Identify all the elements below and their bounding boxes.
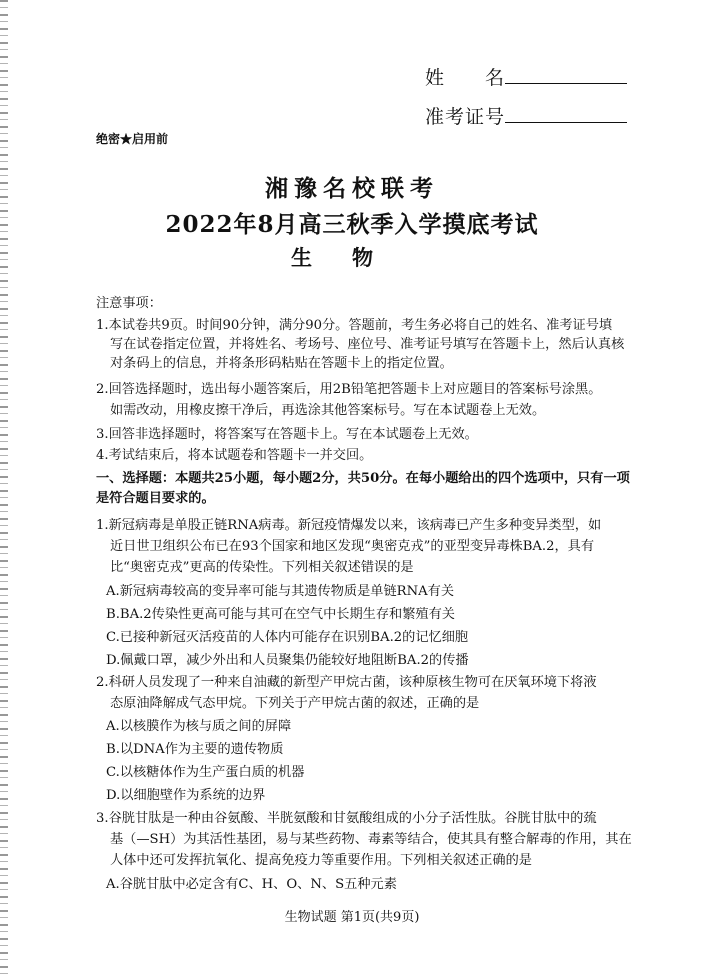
exam-subject [0, 242, 704, 272]
notice-line: 对条码上的信息，并将条形码粘贴在答题卡上的指定位置。 [110, 356, 453, 371]
option-line: B.以DNA作为主要的遗传物质 [106, 742, 284, 757]
question-line: 人体中还可发挥抗氧化、提高免疫力等重要作用。下列相关叙述正确的是 [110, 853, 532, 868]
option-line: C.以核糖体作为生产蛋白质的机器 [106, 765, 305, 780]
question-line: 基（—SH）为其活性基团，易与某些药物、毒素等结合，使其具有整合解毒的作用，其在 [110, 832, 632, 847]
notice-line: 4.考试结束后，将本试题卷和答题卡一并交回。 [96, 448, 373, 463]
section-heading-cont: 是符合题目要求的。 [96, 491, 215, 506]
question-line: 3.谷胱甘肽是一种由谷氨酸、半胱氨酸和甘氨酸组成的小分子活性肽。谷胱甘肽中的巯 [96, 811, 597, 826]
section-heading: 一、选择题：本题共25小题，每小题2分，共50分。在每小题给出的四个选项中，只有一项 [96, 471, 630, 486]
notice-line: 3.回答非选择题时，将答案写在答题卡上。写在本试题卷上无效。 [96, 427, 478, 442]
option-line: C.已接种新冠灭活疫苗的人体内可能存在识别BA.2的记忆细胞 [106, 630, 469, 645]
notice-heading: 注意事项： [96, 296, 162, 311]
option-line: B.BA.2传染性更高可能与其可在空气中长期生存和繁殖有关 [106, 607, 455, 622]
option-line: A.以核膜作为核与质之间的屏障 [106, 719, 292, 734]
question-line: 1.新冠病毒是单股正链RNA病毒。新冠疫情爆发以来，该病毒已产生多种变异类型，如 [96, 518, 602, 533]
question-line: 近日世卫组织公布已在93个国家和地区发现“奥密克戎”的亚型变异毒株BA.2，具有 [110, 539, 595, 554]
option-line: D.以细胞壁作为系统的边界 [106, 788, 266, 803]
notice-line: 2.回答选择题时，选出每小题答案后，用2B铅笔把答题卡上对应题目的答案标号涂黑。 [96, 382, 602, 397]
exam-title-main: 2022年8月高三秋季入学摸底考试 [165, 211, 539, 238]
exam-title-union: 湘豫名校联考 [265, 175, 439, 202]
notice-line: 写在试卷指定位置，并将姓名、考场号、座位号、准考证号填写在答题卡上，然后认真核 [110, 337, 625, 352]
subject-text: 生物 [291, 245, 413, 270]
option-line: A.新冠病毒较高的变异率可能与其遗传物质是单链RNA有关 [106, 584, 455, 599]
option-line: A.谷胱甘肽中必定含有C、H、O、N、S五种元素 [106, 877, 397, 892]
name-blank-line [505, 65, 627, 84]
secret-label: 绝密★启用前 [96, 132, 169, 146]
option-line: D.佩戴口罩，减少外出和人员聚集仍能较好地阻断BA.2的传播 [106, 653, 469, 668]
notice-line: 如需改动，用橡皮擦干净后，再选涂其他答案标号。写在本试题卷上无效。 [110, 403, 546, 418]
ticket-blank-line [505, 104, 627, 123]
page-footer: 生物试题 第1页(共9页) [284, 910, 420, 925]
notice-line: 1.本试卷共9页。时间90分钟，满分90分。答题前，考生务必将自己的姓名、准考证号填 [96, 318, 613, 333]
question-line: 比“奥密克戎”更高的传染性。下列相关叙述错误的是 [110, 560, 414, 575]
scan-edge [0, 0, 8, 978]
question-line: 2.科研人员发现了一种来自油藏的新型产甲烷古菌，该种原核生物可在厌氧环境下将液 [96, 675, 597, 690]
question-line: 态原油降解成气态甲烷。下列关于产甲烷古菌的叙述，正确的是 [110, 696, 480, 711]
ticket-number-field [425, 102, 627, 129]
name-field [425, 63, 627, 90]
name-label: 姓 名 [425, 67, 506, 89]
ticket-label: 准考证号 [425, 106, 506, 128]
